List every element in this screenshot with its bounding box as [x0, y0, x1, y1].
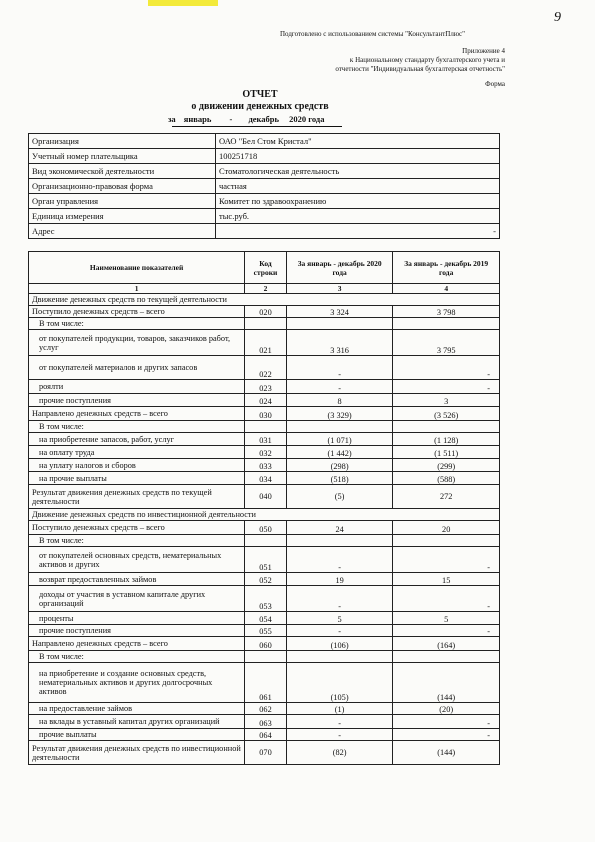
- report-title: ОТЧЕТ: [242, 89, 278, 100]
- org-info-value: Комитет по здравоохранению: [216, 194, 500, 209]
- previous-value-dash: -: [487, 370, 490, 379]
- period-from: январь: [183, 114, 212, 124]
- table-row: [29, 459, 500, 472]
- row-name: Направлено денежных средств – всего: [29, 407, 245, 421]
- standard-line-2: отчетности "Индивидуальная бухгалтерская отчетность": [335, 65, 505, 73]
- org-info-label: Организационно-правовая форма: [29, 179, 216, 194]
- previous-value: 15: [393, 573, 500, 586]
- period-year: 2020 года: [289, 114, 325, 124]
- table-row: [29, 715, 500, 729]
- org-info-value: тыс.руб.: [216, 209, 500, 224]
- period-underline: [172, 126, 342, 127]
- section-title: Движение денежных средств по текущей деятельности: [29, 294, 500, 306]
- table-row: [29, 703, 500, 715]
- standard-line-1: к Национальному стандарту бухгалтерского учета и: [349, 56, 505, 64]
- previous-value: (1 128): [393, 433, 500, 446]
- report-subtitle: о движении денежных средств: [191, 101, 329, 112]
- previous-value: 272: [393, 485, 500, 509]
- previous-value: 5: [393, 612, 500, 625]
- row-name: от покупателей продукции, товаров, заказчиков работ, услуг: [29, 330, 245, 356]
- current-value: 5: [286, 612, 393, 625]
- col-number: 3: [286, 284, 393, 294]
- table-row: [29, 356, 500, 380]
- current-value: (1 442): [286, 446, 393, 459]
- table-row: [29, 535, 500, 547]
- row-code: [245, 651, 287, 663]
- current-value-dash: -: [338, 731, 341, 740]
- table-row: [29, 330, 500, 356]
- current-value: 19: [286, 573, 393, 586]
- row-name: от покупателей материалов и других запасов: [29, 356, 245, 380]
- previous-value: 3 795: [393, 330, 500, 356]
- current-value: (298): [286, 459, 393, 472]
- current-value: [286, 356, 393, 380]
- org-info-label: Единица измерения: [29, 209, 216, 224]
- period-dash: -: [229, 114, 233, 124]
- previous-value: 3 798: [393, 306, 500, 318]
- current-value-dash: -: [338, 627, 341, 636]
- row-code: 020: [245, 306, 287, 318]
- current-value: (106): [286, 637, 393, 651]
- row-name: В том числе:: [29, 651, 245, 663]
- table-row: [29, 521, 500, 535]
- cash-flow-table: [28, 251, 500, 765]
- header-name: Наименование показателей: [29, 252, 245, 284]
- current-value-dash: -: [338, 563, 341, 572]
- row-name: В том числе:: [29, 535, 245, 547]
- row-name: доходы от участия в уставном капитале других организаций: [29, 586, 245, 612]
- previous-value: (588): [393, 472, 500, 485]
- current-value: [286, 651, 393, 663]
- row-name: прочие поступления: [29, 625, 245, 637]
- row-code: 052: [245, 573, 287, 586]
- current-value-dash: -: [338, 370, 341, 379]
- table-row: [29, 306, 500, 318]
- row-code: 022: [245, 356, 287, 380]
- current-value: 24: [286, 521, 393, 535]
- row-code: 070: [245, 741, 287, 765]
- org-info-value: частная: [216, 179, 500, 194]
- row-name: Направлено денежных средств – всего: [29, 637, 245, 651]
- org-info-value: -: [216, 224, 500, 239]
- table-row: [29, 663, 500, 703]
- row-name: проценты: [29, 612, 245, 625]
- org-info-label: Орган управления: [29, 194, 216, 209]
- current-value: 3 316: [286, 330, 393, 356]
- current-value: (82): [286, 741, 393, 765]
- current-value-dash: -: [338, 719, 341, 728]
- previous-value: (164): [393, 637, 500, 651]
- table-row: [29, 394, 500, 407]
- row-code: 063: [245, 715, 287, 729]
- table-row: [29, 637, 500, 651]
- current-value: [286, 729, 393, 741]
- current-value: (518): [286, 472, 393, 485]
- row-code: 051: [245, 547, 287, 573]
- form-label: Форма: [485, 80, 505, 88]
- table-row: [29, 729, 500, 741]
- table-row: [29, 380, 500, 394]
- table-header-row: [29, 252, 500, 284]
- org-info-row: [29, 224, 500, 239]
- row-code: 033: [245, 459, 287, 472]
- column-number-row: [29, 284, 500, 294]
- prepared-note: Подготовлено с использованием системы "КонсультантПлюс": [280, 30, 466, 38]
- current-value: [286, 547, 393, 573]
- previous-value: [393, 586, 500, 612]
- col-number: 1: [29, 284, 245, 294]
- current-value-dash: -: [338, 384, 341, 393]
- row-name: на уплату налогов и сборов: [29, 459, 245, 472]
- current-value: (1): [286, 703, 393, 715]
- org-info-value: ОАО "Бел Стом Кристал": [216, 134, 500, 149]
- previous-value: [393, 547, 500, 573]
- org-info-label: Организация: [29, 134, 216, 149]
- table-row: [29, 407, 500, 421]
- org-info-row: [29, 149, 500, 164]
- previous-value: [393, 380, 500, 394]
- previous-value-dash: -: [487, 602, 490, 611]
- current-value: [286, 625, 393, 637]
- row-name: на приобретение и создание основных средств, нематериальных активов и других долгосрочных активов: [29, 663, 245, 703]
- row-name: от покупателей основных средств, нематериальных активов и других: [29, 547, 245, 573]
- org-info-value: Стоматологическая деятельность: [216, 164, 500, 179]
- section-row: [29, 294, 500, 306]
- previous-value: 3: [393, 394, 500, 407]
- current-value: [286, 421, 393, 433]
- table-row: [29, 485, 500, 509]
- row-name: на прочие выплаты: [29, 472, 245, 485]
- previous-value-dash: -: [487, 384, 490, 393]
- row-name: прочие поступления: [29, 394, 245, 407]
- row-name: прочие выплаты: [29, 729, 245, 741]
- previous-value-dash: -: [487, 627, 490, 636]
- page-number: 9: [554, 10, 561, 25]
- previous-value: [393, 535, 500, 547]
- table-row: [29, 625, 500, 637]
- row-code: 060: [245, 637, 287, 651]
- row-name: на вклады в уставный капитал других организаций: [29, 715, 245, 729]
- previous-value-dash: -: [487, 719, 490, 728]
- row-code: [245, 535, 287, 547]
- current-value: [286, 535, 393, 547]
- row-name: на приобретение запасов, работ, услуг: [29, 433, 245, 446]
- table-row: [29, 586, 500, 612]
- row-code: [245, 421, 287, 433]
- current-value: [286, 380, 393, 394]
- highlight-mark: [148, 0, 218, 6]
- org-info-row: [29, 134, 500, 149]
- previous-value: [393, 625, 500, 637]
- section-row: [29, 509, 500, 521]
- org-info-row: [29, 194, 500, 209]
- previous-value: (1 511): [393, 446, 500, 459]
- org-info-value: 100251718: [216, 149, 500, 164]
- org-info-row: [29, 164, 500, 179]
- table-row: [29, 741, 500, 765]
- previous-value-dash: -: [487, 731, 490, 740]
- row-code: [245, 318, 287, 330]
- previous-value: [393, 715, 500, 729]
- row-code: 031: [245, 433, 287, 446]
- current-value: [286, 318, 393, 330]
- table-row: [29, 318, 500, 330]
- current-value: (5): [286, 485, 393, 509]
- row-name: Поступило денежных средств – всего: [29, 306, 245, 318]
- previous-value: [393, 651, 500, 663]
- table-row: [29, 421, 500, 433]
- header-previous: За январь - декабрь 2019 года: [393, 252, 500, 284]
- org-info-label: Учетный номер плательщика: [29, 149, 216, 164]
- current-value: (1 071): [286, 433, 393, 446]
- row-code: 040: [245, 485, 287, 509]
- row-code: 024: [245, 394, 287, 407]
- appendix-label: Приложение 4: [462, 47, 505, 55]
- row-name: В том числе:: [29, 421, 245, 433]
- previous-value: (144): [393, 741, 500, 765]
- current-value: (3 329): [286, 407, 393, 421]
- header-code: Код строки: [245, 252, 287, 284]
- table-row: [29, 547, 500, 573]
- row-name: В том числе:: [29, 318, 245, 330]
- row-name: Поступило денежных средств – всего: [29, 521, 245, 535]
- row-code: 050: [245, 521, 287, 535]
- row-code: 061: [245, 663, 287, 703]
- row-name: возврат предоставленных займов: [29, 573, 245, 586]
- previous-value: (144): [393, 663, 500, 703]
- row-code: 030: [245, 407, 287, 421]
- col-number: 4: [393, 284, 500, 294]
- org-info-row: [29, 179, 500, 194]
- table-row: [29, 612, 500, 625]
- previous-value: [393, 318, 500, 330]
- previous-value: [393, 729, 500, 741]
- table-row: [29, 651, 500, 663]
- period-prefix: за: [168, 114, 176, 124]
- table-row: [29, 446, 500, 459]
- table-row: [29, 433, 500, 446]
- table-row: [29, 472, 500, 485]
- org-info-label: Адрес: [29, 224, 216, 239]
- current-value: [286, 715, 393, 729]
- row-code: 023: [245, 380, 287, 394]
- col-number: 2: [245, 284, 287, 294]
- row-code: 032: [245, 446, 287, 459]
- header-current: За январь - декабрь 2020 года: [286, 252, 393, 284]
- current-value-dash: -: [338, 602, 341, 611]
- report-period: [168, 114, 324, 124]
- previous-value: (20): [393, 703, 500, 715]
- period-to: декабрь: [248, 114, 280, 124]
- row-name: роялти: [29, 380, 245, 394]
- previous-value: (299): [393, 459, 500, 472]
- current-value: 8: [286, 394, 393, 407]
- previous-value: (3 526): [393, 407, 500, 421]
- row-code: 021: [245, 330, 287, 356]
- org-info-label: Вид экономической деятельности: [29, 164, 216, 179]
- org-info-row: [29, 209, 500, 224]
- section-title: Движение денежных средств по инвестиционной деятельности: [29, 509, 500, 521]
- org-info-table: [28, 133, 500, 239]
- current-value: [286, 586, 393, 612]
- previous-value: [393, 356, 500, 380]
- previous-value: [393, 421, 500, 433]
- previous-value: 20: [393, 521, 500, 535]
- row-code: 055: [245, 625, 287, 637]
- row-code: 034: [245, 472, 287, 485]
- row-name: на оплату труда: [29, 446, 245, 459]
- row-name: Результат движения денежных средств по текущей деятельности: [29, 485, 245, 509]
- row-code: 053: [245, 586, 287, 612]
- row-code: 062: [245, 703, 287, 715]
- row-name: на предоставление займов: [29, 703, 245, 715]
- current-value: 3 324: [286, 306, 393, 318]
- current-value: (105): [286, 663, 393, 703]
- previous-value-dash: -: [487, 563, 490, 572]
- row-name: Результат движения денежных средств по инвестиционной деятельности: [29, 741, 245, 765]
- table-row: [29, 573, 500, 586]
- row-code: 054: [245, 612, 287, 625]
- row-code: 064: [245, 729, 287, 741]
